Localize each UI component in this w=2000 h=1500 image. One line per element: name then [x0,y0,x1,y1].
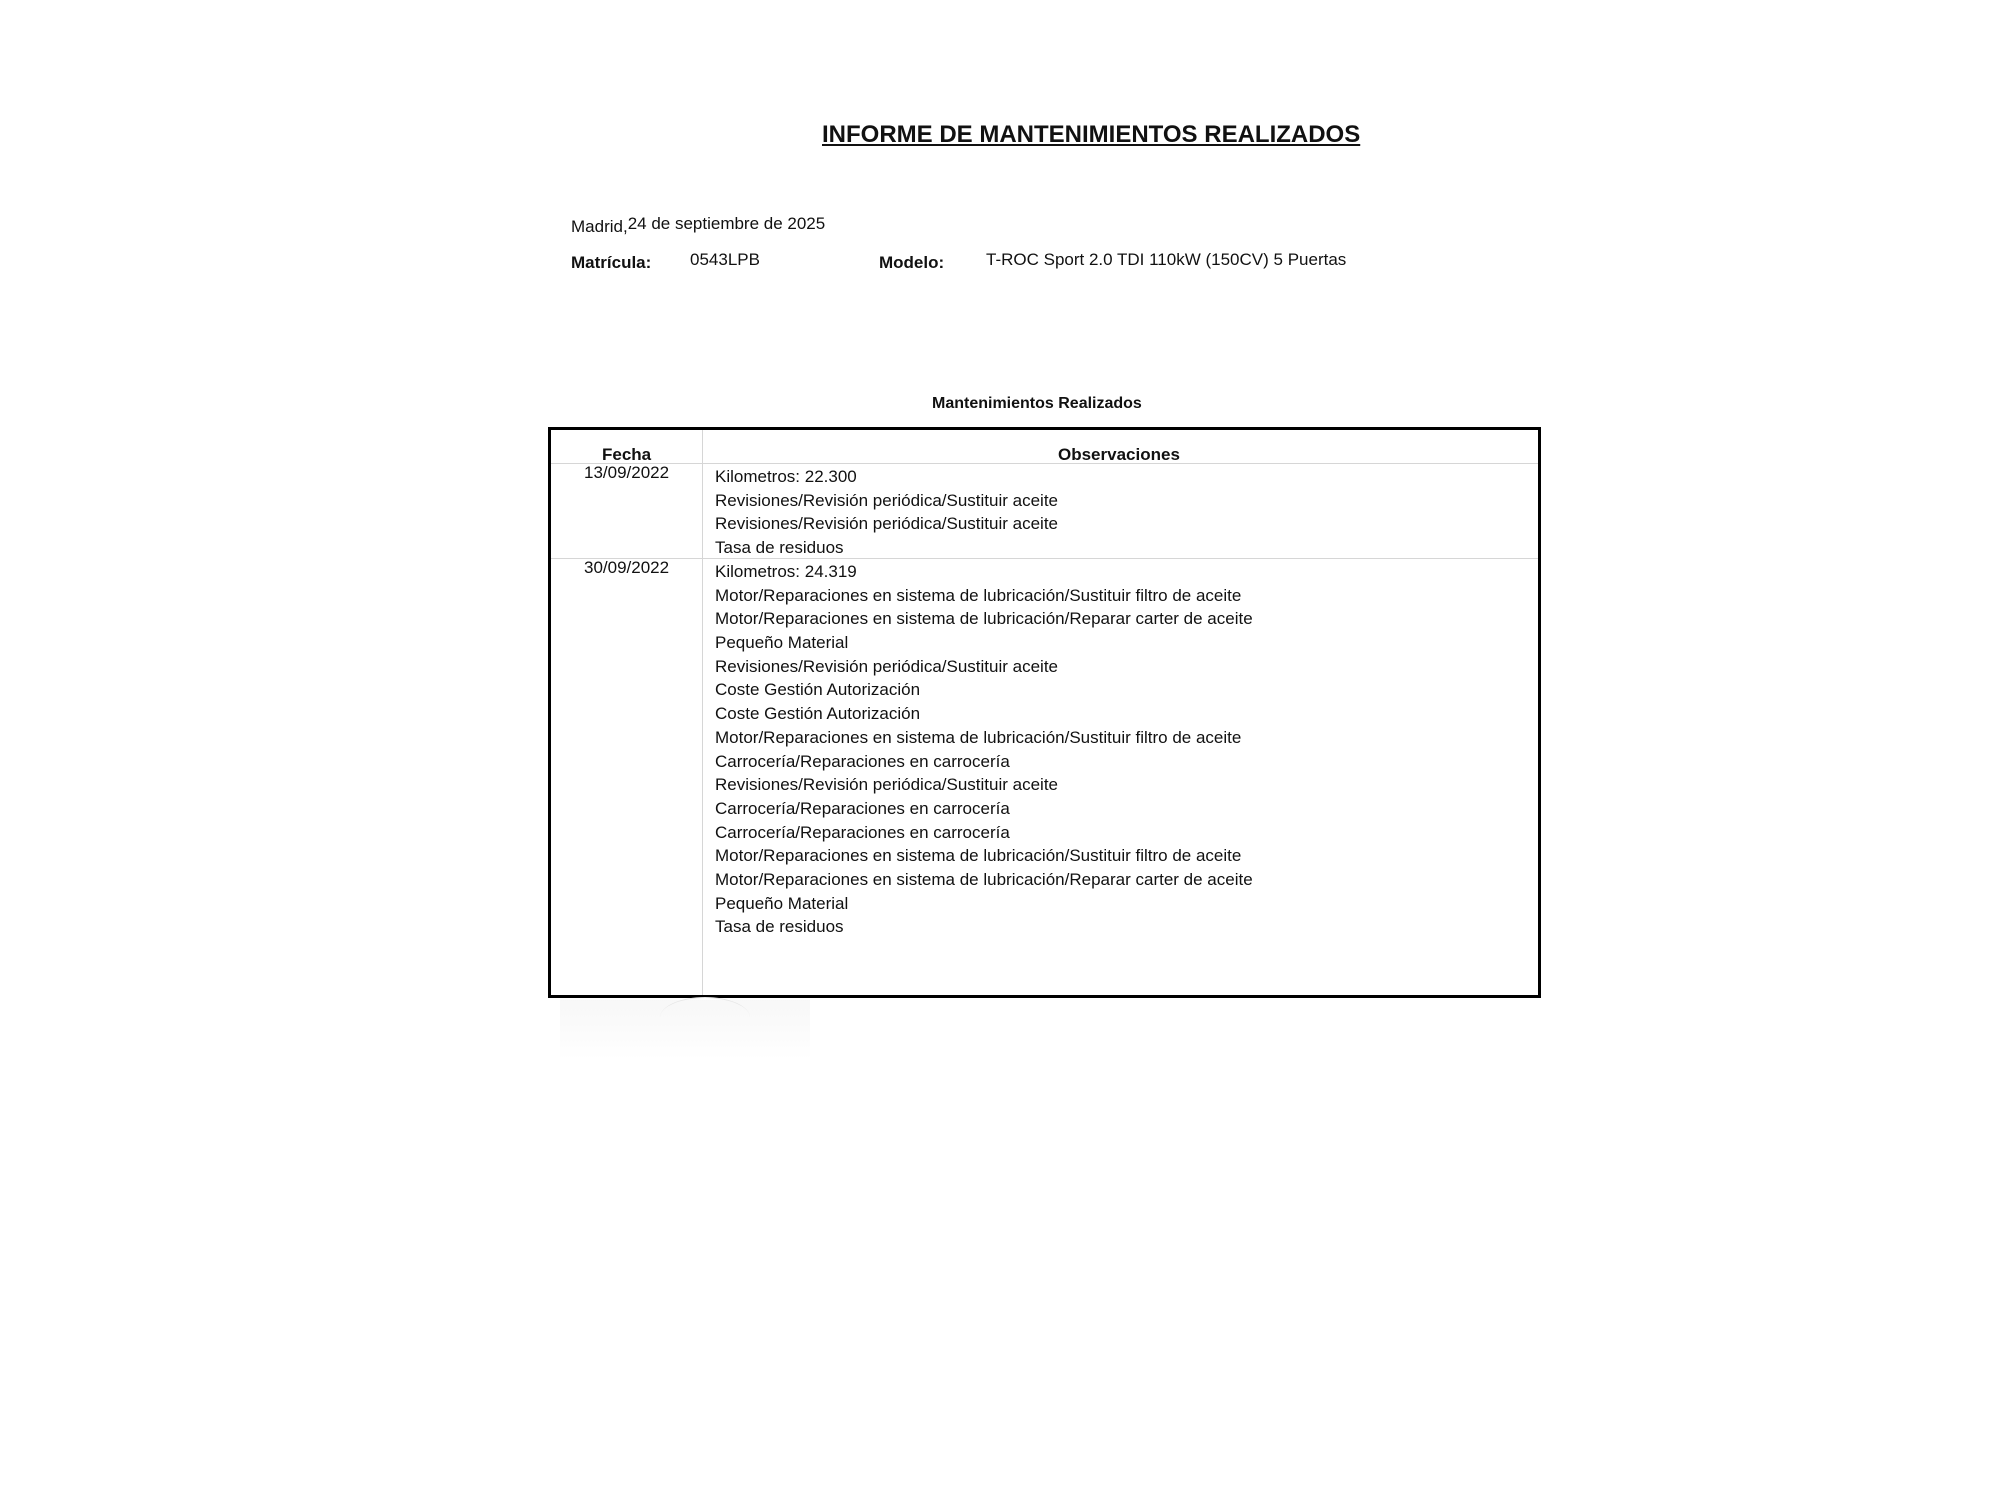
note-line: Kilometros: 24.319 [715,562,857,581]
report-city: Madrid, [571,217,628,236]
row-1-date: 13/09/2022 [584,463,670,482]
header-notes: Observaciones [1058,445,1180,464]
note-line: Motor/Reparaciones en sistema de lubricación/Sustituir filtro de aceite [715,585,1242,605]
report-title: INFORME DE MANTENIMIENTOS REALIZADOS [822,121,1361,148]
table-caption: Mantenimientos Realizados [932,395,1142,412]
plate-label: Matrícula: [571,253,652,272]
note-line: Pequeño Material [715,633,849,653]
row-1-notes [715,465,1058,560]
column-divider [702,430,703,995]
maintenance-table [548,427,1541,998]
note-line: Carrocería/Reparaciones en carrocería [715,822,1010,842]
plate-value: 0543LPB [690,250,760,269]
note-line: Kilometros: 22.300 [715,467,857,486]
note-line: Carrocería/Reparaciones en carrocería [715,751,1010,771]
model-value: T-ROC Sport 2.0 TDI 110kW (150CV) 5 Puertas [986,250,1347,269]
model-label: Modelo: [879,253,945,272]
faint-stamp-arc [660,997,750,1038]
note-line: Tasa de residuos [715,917,844,937]
note-line: Motor/Reparaciones en sistema de lubricación/Reparar carter de aceite [715,609,1253,629]
place-date [571,214,825,234]
report-date: 24 de septiembre de 2025 [627,214,826,233]
note-line: Revisiones/Revisión periódica/Sustituir aceite [715,775,1058,795]
note-line: Revisiones/Revisión periódica/Sustituir aceite [715,514,1058,534]
note-line: Coste Gestión Autorización [715,704,921,724]
note-line: Carrocería/Reparaciones en carrocería [715,798,1010,818]
note-line: Tasa de residuos [715,538,844,558]
row-2-notes [715,560,1253,939]
header-row-divider [551,463,1538,464]
note-line: Pequeño Material [715,893,849,913]
note-line: Motor/Reparaciones en sistema de lubricación/Sustituir filtro de aceite [715,727,1242,747]
note-line: Coste Gestión Autorización [715,680,921,700]
note-line: Revisiones/Revisión periódica/Sustituir aceite [715,656,1058,676]
note-line: Motor/Reparaciones en sistema de lubricación/Reparar carter de aceite [715,869,1253,889]
note-line: Motor/Reparaciones en sistema de lubricación/Sustituir filtro de aceite [715,846,1242,866]
note-line: Revisiones/Revisión periódica/Sustituir aceite [715,490,1058,510]
header-date: Fecha [602,445,652,464]
row-2-date: 30/09/2022 [584,558,670,577]
